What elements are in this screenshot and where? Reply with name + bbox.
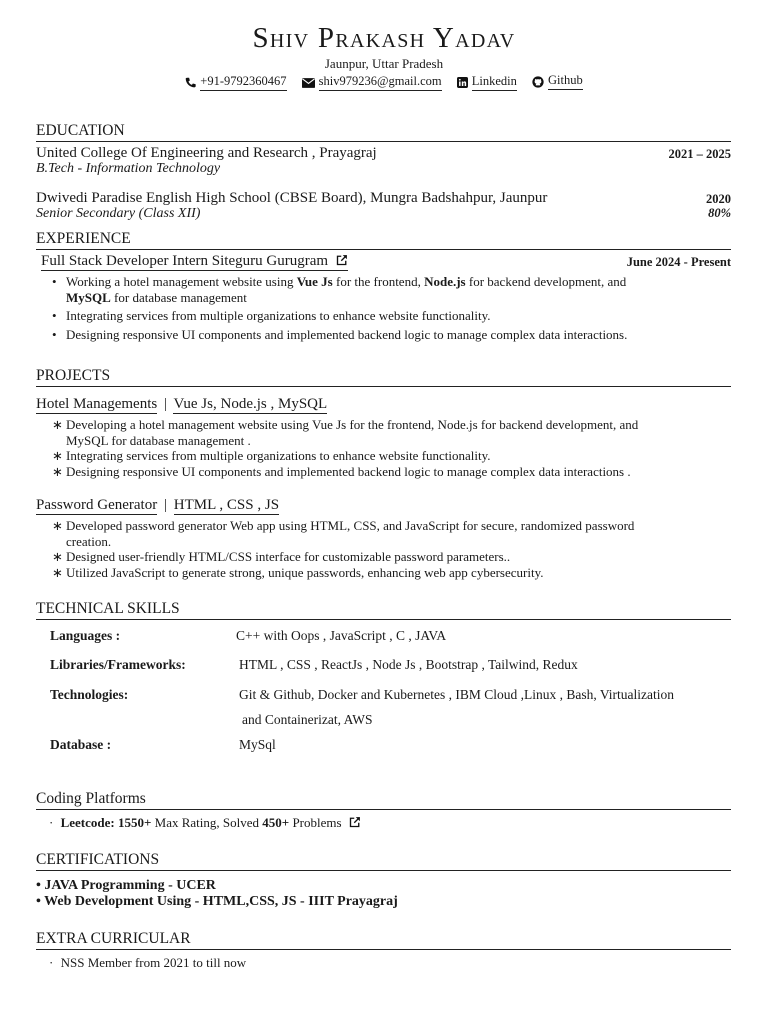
platform-label: Leetcode: xyxy=(60,815,115,830)
list-item: ∗ Utilized JavaScript to generate strong, unique passwords, enhancing web app cybersecurity. xyxy=(52,564,544,580)
experience-row xyxy=(36,253,731,270)
certification-item: • Web Development Using - HTML,CSS, JS - IIIT Prayagraj xyxy=(36,894,398,909)
phone-icon xyxy=(185,77,196,88)
star-marker: ∗ xyxy=(52,564,63,580)
resume-name: Shiv Prakash Yadav xyxy=(252,22,516,54)
list-item: ∗ Developing a hotel management website using Vue Js for the frontend, Node.js for backend development, and MySQL for database management . xyxy=(52,417,639,448)
skill-label: Libraries/Frameworks: xyxy=(50,657,186,672)
list-item: • Designing responsive UI components and implemented backend logic to manage complex data interactions. xyxy=(52,326,628,342)
skill-value: Git & Github, Docker and Kubernetes , IBM Cloud ,Linux , Bash, Virtualization xyxy=(239,687,674,702)
project-name: Hotel Managements xyxy=(36,396,158,412)
skill-value: MySql xyxy=(239,737,276,752)
experience-heading: EXPERIENCE xyxy=(36,230,731,250)
linkedin-link[interactable]: Linkedin xyxy=(472,74,517,91)
extra-item xyxy=(49,955,246,971)
phone-contact[interactable] xyxy=(185,74,286,91)
school-name: Dwivedi Paradise English High School (CBSE Board), Mungra Badshahpur, Jaunpur xyxy=(36,190,548,206)
education-row-2 xyxy=(36,190,731,207)
star-marker: ∗ xyxy=(52,448,63,463)
github-link[interactable]: Github xyxy=(548,73,583,90)
experience-role: Full Stack Developer Intern Siteguru Gurugram xyxy=(41,253,329,269)
skill-label: Languages : xyxy=(50,628,121,643)
list-item: • Integrating services from multiple organizations to enhance website functionality. xyxy=(52,308,491,323)
max-rating: 1550+ xyxy=(117,815,152,830)
extra-heading: EXTRA CURRICULAR xyxy=(36,930,731,950)
problems-solved: 450+ xyxy=(262,815,290,830)
coding-item xyxy=(49,815,361,831)
score: 80% xyxy=(708,206,731,220)
list-item: ∗ Developed password generator Web app using HTML, CSS, and JavaScript for secure, randomized password creation. xyxy=(52,518,635,549)
bullet-marker: • xyxy=(52,308,57,323)
school-name: United College Of Engineering and Research , Prayagraj xyxy=(36,145,377,161)
coding-heading: Coding Platforms xyxy=(36,790,731,810)
location: Jaunpur, Uttar Pradesh xyxy=(324,56,444,71)
project-tech: HTML , CSS , JS xyxy=(173,497,280,513)
star-marker: ∗ xyxy=(52,518,63,533)
star-marker: ∗ xyxy=(52,463,63,479)
school-dates: 2020 xyxy=(706,192,731,206)
skill-value: C++ with Oops , JavaScript , C , JAVA xyxy=(236,628,447,643)
certifications-heading: CERTIFICATIONS xyxy=(36,851,731,871)
linkedin-contact[interactable] xyxy=(457,74,517,91)
envelope-icon xyxy=(302,78,315,88)
experience-role-link[interactable] xyxy=(41,253,348,271)
extra-text: NSS Member from 2021 to till now xyxy=(60,955,247,970)
rating-text: Max Rating, Solved xyxy=(154,815,260,830)
certification-item: • JAVA Programming - UCER xyxy=(36,878,216,893)
star-marker: ∗ xyxy=(52,417,63,432)
skill-label: Database : xyxy=(50,737,112,752)
project-title-password xyxy=(36,497,279,514)
bullet-marker: • xyxy=(52,274,57,289)
list-item: ∗ Designing responsive UI components and implemented backend logic to manage complex data interactions . xyxy=(52,463,631,479)
education-row-1 xyxy=(36,145,731,162)
separator: | xyxy=(163,497,167,513)
github-icon xyxy=(532,76,544,88)
bullet-marker: • xyxy=(52,326,57,342)
list-item: ∗ Designed user-friendly HTML/CSS interface for customizable password parameters.. xyxy=(52,549,511,564)
contact-bar xyxy=(0,73,768,92)
education-sub-2 xyxy=(36,206,731,222)
star-marker: ∗ xyxy=(52,549,63,564)
dot-marker: · xyxy=(49,815,54,830)
email-contact[interactable] xyxy=(302,74,442,91)
education-heading: EDUCATION xyxy=(36,122,731,142)
project-tech: Vue Js, Node.js , MySQL xyxy=(173,396,328,412)
projects-heading: PROJECTS xyxy=(36,367,731,387)
linkedin-icon xyxy=(457,77,468,88)
degree: B.Tech - Information Technology xyxy=(36,161,221,176)
dot-marker: · xyxy=(49,955,54,970)
degree: Senior Secondary (Class XII) xyxy=(36,206,201,221)
experience-bullets xyxy=(50,274,725,342)
education-sub-1 xyxy=(36,161,731,177)
project-title-hotel xyxy=(36,396,327,413)
email-link[interactable]: shiv979236@gmail.com xyxy=(319,74,442,91)
list-item: • Working a hotel management website using Vue Js for the frontend, Node.js for backend development, and MySQL for database management xyxy=(52,274,627,305)
external-link-icon[interactable] xyxy=(349,816,361,828)
skill-value: HTML , CSS , ReactJs , Node Js , Bootstrap , Tailwind, Redux xyxy=(239,657,578,672)
project-bullets xyxy=(50,417,725,479)
github-contact[interactable] xyxy=(532,73,583,90)
separator: | xyxy=(163,396,167,412)
external-link-icon xyxy=(336,254,348,266)
problems-text: Problems xyxy=(292,815,342,830)
project-bullets xyxy=(50,518,725,580)
skill-value-cont: and Containerizat, AWS xyxy=(242,712,373,727)
skills-heading: TECHNICAL SKILLS xyxy=(36,600,731,620)
list-item: ∗ Integrating services from multiple organizations to enhance website functionality. xyxy=(52,448,491,463)
experience-dates: June 2024 - Present xyxy=(626,255,731,269)
school-dates: 2021 – 2025 xyxy=(668,147,731,161)
phone-link[interactable]: +91-9792360467 xyxy=(200,74,286,91)
project-name: Password Generator xyxy=(36,497,158,513)
skill-label: Technologies: xyxy=(50,687,129,702)
